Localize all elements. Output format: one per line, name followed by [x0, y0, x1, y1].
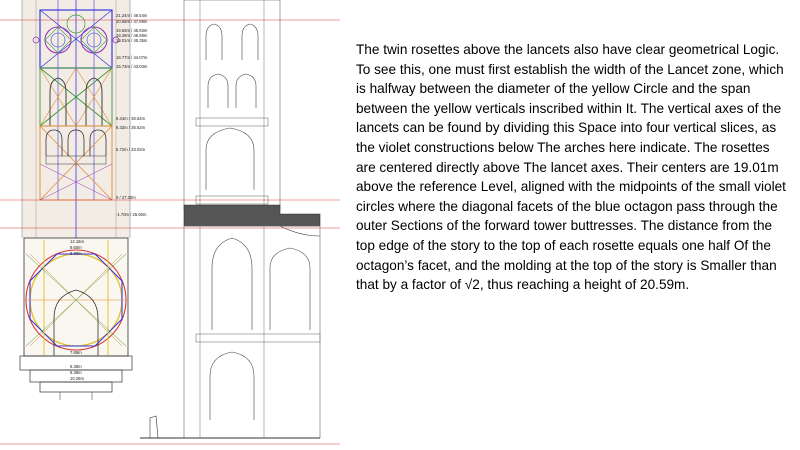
height-label: 9.34m / 36.64m [116, 116, 146, 121]
height-label: 19.29m / 45.69m [116, 33, 148, 38]
width-label: 9.60m [70, 245, 82, 250]
width-label: 10.28m [70, 376, 84, 381]
base-plinth-3 [40, 382, 112, 392]
height-label: 8.32m / 35.62m [116, 125, 146, 130]
width-label: 8.80m [70, 251, 82, 256]
section-lower-nave [184, 226, 320, 438]
tower-elevation-diagram [0, 0, 340, 450]
height-label: 5.72m / 33.02m [116, 147, 146, 152]
width-label: 6.38m [70, 370, 82, 375]
height-label: 15.73m / 43.03m [116, 64, 148, 69]
height-label: 16.77m / 44.07m [116, 55, 148, 60]
height-label: 21.24m / 49.54m [116, 13, 148, 18]
section-upper-shaft [184, 0, 280, 210]
height-label: 19.01m / 45.35m [116, 38, 148, 43]
width-label: 12.16m [70, 239, 84, 244]
height-label: 0 / 27.30m [116, 195, 136, 200]
width-label: 6.38m [70, 364, 82, 369]
tower-section-drawing [140, 0, 320, 438]
height-label: 19.63m / 45.93m [116, 28, 148, 33]
height-label: -1.70m / 25.60m [116, 212, 147, 217]
slide-caption: The twin rosettes above the lancets also have clear geometrical Logic. To see this, one must first establish the width of the Lancet zone, which is halfway between the diameter of the yellow Circle and the span between the yellow verticals inscribed within It. The vertical axes of the lancets can be found by dividing this Space into four vertical slices, as the violet constructions below The arches here indicate. The rosettes are centered directly above The lancet axes. Their centers are 19.01m above the reference Level, aligned with the midpoints of the small violet circles where the diagonal facets of the blue octagon pass through the outer Sections of the forward tower buttresses. The distance from the top edge of the story to the top of each rosette equals one half Of the octagon’s facet, and the molding at the top of the story is Smaller than that by a factor of √2, thus reaching a height of 20.59m. [356, 42, 786, 293]
height-label: 20.59m / 47.89m [116, 19, 148, 24]
width-label: 7.65m [70, 350, 82, 355]
